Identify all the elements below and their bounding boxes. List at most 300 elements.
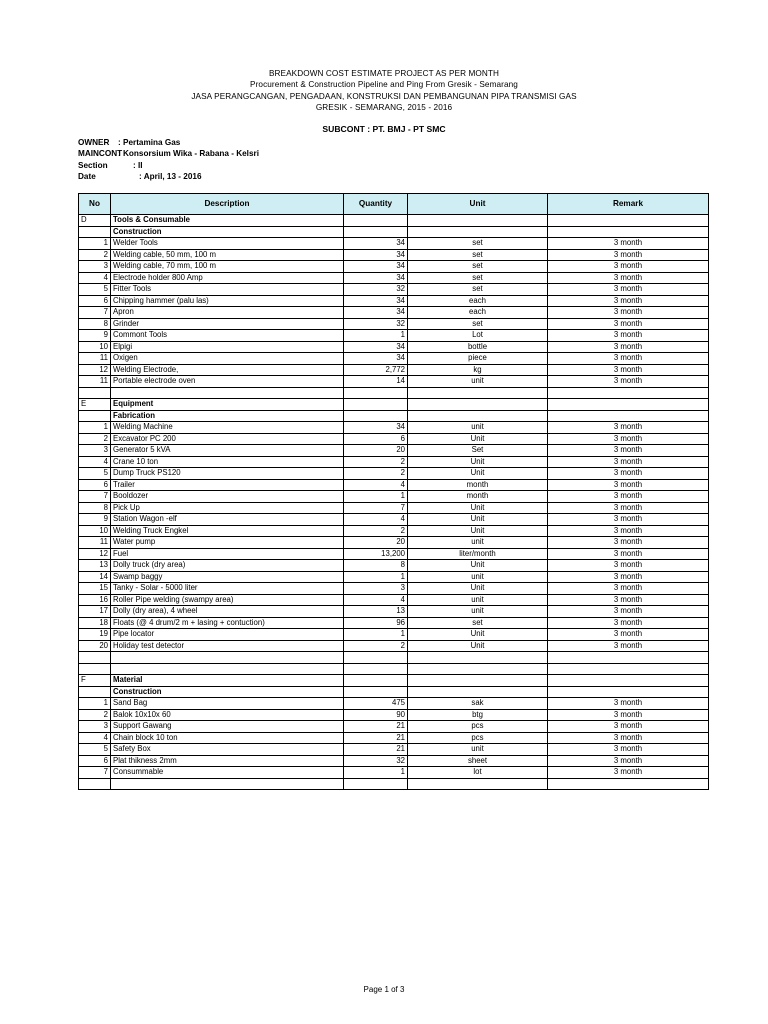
cell-unit: unit <box>408 376 548 388</box>
cell-unit: Unit <box>408 514 548 526</box>
cell-no: 11 <box>79 376 111 388</box>
cell-unit: Unit <box>408 640 548 652</box>
cell-description: Pipe locator <box>111 629 344 641</box>
table-row <box>79 640 709 652</box>
cell-unit <box>408 215 548 227</box>
cell-unit: set <box>408 617 548 629</box>
table-body <box>79 215 709 790</box>
cell-no: 12 <box>79 364 111 376</box>
cell-no: 13 <box>79 560 111 572</box>
cell-no: 14 <box>79 571 111 583</box>
cell-remark: 3 month <box>548 583 709 595</box>
table-row <box>79 537 709 549</box>
cell-unit: each <box>408 307 548 319</box>
cell-quantity: 3 <box>344 583 408 595</box>
cell-description: Dolly truck (dry area) <box>111 560 344 572</box>
cell-no: 2 <box>79 709 111 721</box>
table-row <box>79 560 709 572</box>
cell-remark: 3 month <box>548 709 709 721</box>
cell-no <box>79 778 111 790</box>
table-row <box>79 606 709 618</box>
table-row <box>79 583 709 595</box>
cell-unit: Unit <box>408 560 548 572</box>
cell-unit <box>408 410 548 422</box>
cell-remark <box>548 410 709 422</box>
cell-no: 3 <box>79 721 111 733</box>
cell-description: Holiday test detector <box>111 640 344 652</box>
cell-quantity: 2 <box>344 640 408 652</box>
cell-unit: kg <box>408 364 548 376</box>
cell-no: 7 <box>79 307 111 319</box>
cell-unit: set <box>408 261 548 273</box>
cell-no: 5 <box>79 284 111 296</box>
cell-description: Safety Box <box>111 744 344 756</box>
cell-unit: unit <box>408 594 548 606</box>
cell-no: 3 <box>79 445 111 457</box>
cell-unit: unit <box>408 571 548 583</box>
table-row <box>79 307 709 319</box>
cell-no: 20 <box>79 640 111 652</box>
cell-unit: each <box>408 295 548 307</box>
cell-description <box>111 387 344 399</box>
cell-quantity: 20 <box>344 537 408 549</box>
cell-quantity: 32 <box>344 755 408 767</box>
cell-no: 8 <box>79 502 111 514</box>
info-label: Date <box>78 172 96 182</box>
cell-remark: 3 month <box>548 525 709 537</box>
cell-unit: Set <box>408 445 548 457</box>
cell-quantity <box>344 226 408 238</box>
table-row <box>79 456 709 468</box>
table-row <box>79 732 709 744</box>
cell-remark: 3 month <box>548 491 709 503</box>
cell-description: Plat thikness 2mm <box>111 755 344 767</box>
subsection-row <box>79 686 709 698</box>
cell-description: Generator 5 kVA <box>111 445 344 457</box>
cell-description: Swamp baggy <box>111 571 344 583</box>
table-row <box>79 709 709 721</box>
cell-remark: 3 month <box>548 330 709 342</box>
cell-description: Dolly (dry area), 4 wheel <box>111 606 344 618</box>
cell-remark: 3 month <box>548 732 709 744</box>
table-row <box>79 433 709 445</box>
cell-quantity: 34 <box>344 249 408 261</box>
cell-unit: Unit <box>408 502 548 514</box>
cell-description <box>111 778 344 790</box>
table-header-row <box>79 194 709 215</box>
subsection-row <box>79 410 709 422</box>
cell-description: Tanky - Solar - 5000 liter <box>111 583 344 595</box>
cell-remark: 3 month <box>548 238 709 250</box>
blank-row <box>79 387 709 399</box>
cell-quantity: 1 <box>344 571 408 583</box>
info-label: MAINCONT <box>78 149 123 159</box>
cell-quantity <box>344 215 408 227</box>
cell-unit: btg <box>408 709 548 721</box>
cell-quantity <box>344 387 408 399</box>
table-row <box>79 272 709 284</box>
cell-description: Welding Machine <box>111 422 344 434</box>
cell-unit: bottle <box>408 341 548 353</box>
cell-remark: 3 month <box>548 445 709 457</box>
cell-description: Construction <box>111 686 344 698</box>
cell-no <box>79 387 111 399</box>
header-quantity: Quantity <box>344 194 408 215</box>
cell-quantity: 21 <box>344 721 408 733</box>
cell-no: 11 <box>79 353 111 365</box>
table-row <box>79 744 709 756</box>
table-row <box>79 249 709 261</box>
table-row <box>79 525 709 537</box>
cell-remark: 3 month <box>548 698 709 710</box>
cell-quantity: 475 <box>344 698 408 710</box>
cell-unit: Unit <box>408 583 548 595</box>
cell-remark: 3 month <box>548 594 709 606</box>
cell-description: Booldozer <box>111 491 344 503</box>
title-line-2: Procurement & Construction Pipeline and Ping From Gresik - Semarang <box>250 80 518 90</box>
section-row <box>79 399 709 411</box>
cell-remark: 3 month <box>548 755 709 767</box>
table-row <box>79 594 709 606</box>
cell-quantity: 1 <box>344 330 408 342</box>
cell-description: Station Wagon -elf <box>111 514 344 526</box>
cell-quantity: 13 <box>344 606 408 618</box>
cell-unit: month <box>408 491 548 503</box>
section-row <box>79 675 709 687</box>
cell-description: Excavator PC 200 <box>111 433 344 445</box>
cell-remark <box>548 399 709 411</box>
cell-remark <box>548 387 709 399</box>
cell-unit: month <box>408 479 548 491</box>
cell-remark <box>548 652 709 664</box>
cell-no: 10 <box>79 525 111 537</box>
cell-remark <box>548 226 709 238</box>
cell-no <box>79 652 111 664</box>
cell-description: Tools & Consumable <box>111 215 344 227</box>
cell-description: Fuel <box>111 548 344 560</box>
cell-no: 2 <box>79 433 111 445</box>
table-row <box>79 629 709 641</box>
info-value: : Pertamina Gas <box>118 138 181 147</box>
cell-quantity: 2 <box>344 456 408 468</box>
cell-no: 12 <box>79 548 111 560</box>
cell-remark: 3 month <box>548 537 709 549</box>
cell-unit: lot <box>408 767 548 779</box>
cell-quantity: 2 <box>344 468 408 480</box>
table-row <box>79 341 709 353</box>
table-row <box>79 514 709 526</box>
cell-remark: 3 month <box>548 514 709 526</box>
cell-description: Welding cable, 70 mm, 100 m <box>111 261 344 273</box>
cell-unit <box>408 686 548 698</box>
info-maincont <box>78 148 259 159</box>
cell-description: Elpigi <box>111 341 344 353</box>
cell-unit <box>408 226 548 238</box>
cell-remark: 3 month <box>548 295 709 307</box>
table-row <box>79 548 709 560</box>
cell-quantity: 1 <box>344 767 408 779</box>
cell-unit: unit <box>408 422 548 434</box>
cell-quantity: 6 <box>344 433 408 445</box>
info-date <box>78 171 202 182</box>
cell-quantity <box>344 675 408 687</box>
table-row <box>79 755 709 767</box>
cell-no: F <box>79 675 111 687</box>
table-row <box>79 238 709 250</box>
blank-row <box>79 652 709 664</box>
cell-remark: 3 month <box>548 261 709 273</box>
cell-quantity <box>344 686 408 698</box>
cell-description <box>111 652 344 664</box>
cell-quantity: 34 <box>344 295 408 307</box>
cell-quantity: 4 <box>344 514 408 526</box>
cell-unit: pcs <box>408 721 548 733</box>
cell-quantity: 8 <box>344 560 408 572</box>
cell-quantity: 4 <box>344 479 408 491</box>
table-row <box>79 295 709 307</box>
cell-unit <box>408 652 548 664</box>
cell-quantity: 90 <box>344 709 408 721</box>
cell-description: Sand Bag <box>111 698 344 710</box>
cell-no <box>79 663 111 675</box>
cell-description: Welder Tools <box>111 238 344 250</box>
cell-unit: set <box>408 318 548 330</box>
table-row <box>79 364 709 376</box>
cell-remark: 3 month <box>548 433 709 445</box>
project-info <box>78 137 259 183</box>
cell-unit <box>408 663 548 675</box>
cost-estimate-table <box>78 193 709 790</box>
table-row <box>79 617 709 629</box>
cell-quantity: 34 <box>344 272 408 284</box>
cell-no: 1 <box>79 698 111 710</box>
cell-no: 6 <box>79 755 111 767</box>
cell-unit: Unit <box>408 456 548 468</box>
cell-description: Chain block 10 ton <box>111 732 344 744</box>
header-description: Description <box>111 194 344 215</box>
info-label: Section <box>78 160 108 170</box>
cell-no: 15 <box>79 583 111 595</box>
cell-quantity: 2 <box>344 525 408 537</box>
cell-remark: 3 month <box>548 376 709 388</box>
cell-unit: liter/month <box>408 548 548 560</box>
info-value: : II <box>133 160 143 170</box>
cell-unit: set <box>408 249 548 261</box>
cell-unit <box>408 675 548 687</box>
cell-quantity: 96 <box>344 617 408 629</box>
cell-remark: 3 month <box>548 744 709 756</box>
cell-remark: 3 month <box>548 353 709 365</box>
cell-unit: Lot <box>408 330 548 342</box>
cell-no: D <box>79 215 111 227</box>
cell-no: 6 <box>79 295 111 307</box>
cell-remark: 3 month <box>548 341 709 353</box>
cell-unit <box>408 399 548 411</box>
cell-description: Welding cable, 50 mm, 100 m <box>111 249 344 261</box>
cell-remark: 3 month <box>548 571 709 583</box>
cell-no <box>79 686 111 698</box>
cell-description: Welding Electrode, <box>111 364 344 376</box>
cell-remark <box>548 686 709 698</box>
cell-no: 9 <box>79 330 111 342</box>
cell-unit: Unit <box>408 525 548 537</box>
cell-unit: Unit <box>408 468 548 480</box>
cell-description <box>111 663 344 675</box>
cell-quantity <box>344 663 408 675</box>
cell-description: Trailer <box>111 479 344 491</box>
table-row <box>79 468 709 480</box>
cell-quantity: 34 <box>344 307 408 319</box>
cell-quantity: 34 <box>344 353 408 365</box>
cell-no: 6 <box>79 479 111 491</box>
cell-remark: 3 month <box>548 364 709 376</box>
header-unit: Unit <box>408 194 548 215</box>
cell-no: 10 <box>79 341 111 353</box>
cell-unit: unit <box>408 744 548 756</box>
cell-no: 17 <box>79 606 111 618</box>
cell-quantity: 2,772 <box>344 364 408 376</box>
cell-no: 7 <box>79 767 111 779</box>
cell-no: 5 <box>79 744 111 756</box>
cell-unit: pcs <box>408 732 548 744</box>
cell-remark: 3 month <box>548 629 709 641</box>
cell-remark: 3 month <box>548 502 709 514</box>
title-line-4: GRESIK - SEMARANG, 2015 - 2016 <box>315 103 453 113</box>
cell-quantity: 34 <box>344 422 408 434</box>
header-no: No <box>79 194 111 215</box>
cell-unit: unit <box>408 537 548 549</box>
cell-remark: 3 month <box>548 318 709 330</box>
table-row <box>79 767 709 779</box>
table-row <box>79 721 709 733</box>
cell-unit: unit <box>408 606 548 618</box>
info-value: : Konsorsium Wika - Rabana - Kelsri <box>118 149 259 159</box>
table-row <box>79 330 709 342</box>
cell-unit <box>408 387 548 399</box>
cell-remark <box>548 663 709 675</box>
cell-unit: set <box>408 272 548 284</box>
table-row <box>79 422 709 434</box>
table-row <box>79 318 709 330</box>
cell-no: 3 <box>79 261 111 273</box>
cell-description: Dump Truck PS120 <box>111 468 344 480</box>
cell-remark <box>548 778 709 790</box>
document-title-block <box>0 68 768 114</box>
cell-no: 18 <box>79 617 111 629</box>
cell-quantity: 21 <box>344 744 408 756</box>
cell-quantity: 20 <box>344 445 408 457</box>
cell-no: 1 <box>79 238 111 250</box>
table-row <box>79 698 709 710</box>
cell-remark: 3 month <box>548 617 709 629</box>
cell-description: Fabrication <box>111 410 344 422</box>
cell-remark <box>548 215 709 227</box>
cell-description: Balok 10x10x 60 <box>111 709 344 721</box>
cell-description: Roller Pipe welding (swampy area) <box>111 594 344 606</box>
cell-quantity: 14 <box>344 376 408 388</box>
info-value: : April, 13 - 2016 <box>139 172 202 182</box>
cell-no: 9 <box>79 514 111 526</box>
blank-row <box>79 778 709 790</box>
cell-no: 1 <box>79 422 111 434</box>
table-row <box>79 445 709 457</box>
cell-description: Floats (@ 4 drum/2 m + lasing + contuction) <box>111 617 344 629</box>
cell-quantity: 32 <box>344 318 408 330</box>
table-row <box>79 571 709 583</box>
cell-quantity: 34 <box>344 341 408 353</box>
cell-unit: Unit <box>408 629 548 641</box>
title-line-1: BREAKDOWN COST ESTIMATE PROJECT AS PER MONTH <box>268 69 500 78</box>
blank-row <box>79 663 709 675</box>
cell-quantity: 4 <box>344 594 408 606</box>
cell-remark: 3 month <box>548 456 709 468</box>
cell-description: Consummable <box>111 767 344 779</box>
cell-description: Material <box>111 675 344 687</box>
cell-description: Equipment <box>111 399 344 411</box>
cell-remark <box>548 675 709 687</box>
cell-no: 19 <box>79 629 111 641</box>
info-section <box>78 160 143 171</box>
cell-no: 7 <box>79 491 111 503</box>
cell-remark: 3 month <box>548 422 709 434</box>
cell-unit <box>408 778 548 790</box>
cell-remark: 3 month <box>548 606 709 618</box>
table-row <box>79 376 709 388</box>
cell-description: Electrode holder 800 Amp <box>111 272 344 284</box>
cell-unit: Unit <box>408 433 548 445</box>
cell-description: Commont Tools <box>111 330 344 342</box>
section-row <box>79 215 709 227</box>
subcontractor-title: SUBCONT : PT. BMJ - PT SMC <box>322 124 446 134</box>
table-row <box>79 479 709 491</box>
cell-quantity: 1 <box>344 629 408 641</box>
cell-description: Welding Truck Engkel <box>111 525 344 537</box>
table-row <box>79 261 709 273</box>
cell-unit: set <box>408 238 548 250</box>
page-number: Page 1 of 3 <box>363 985 405 994</box>
cell-no: 16 <box>79 594 111 606</box>
cell-quantity: 1 <box>344 491 408 503</box>
info-owner <box>78 137 181 148</box>
cell-no <box>79 226 111 238</box>
cell-description: Pick Up <box>111 502 344 514</box>
cell-no <box>79 410 111 422</box>
cell-quantity <box>344 778 408 790</box>
title-line-3: JASA PERANGCANGAN, PENGADAAN, KONSTRUKSI DAN PEMBANGUNAN PIPA TRANSMISI GAS <box>191 91 577 101</box>
cell-remark: 3 month <box>548 479 709 491</box>
cell-description: Crane 10 ton <box>111 456 344 468</box>
cell-description: Apron <box>111 307 344 319</box>
info-label: OWNER <box>78 138 110 147</box>
cell-no: E <box>79 399 111 411</box>
cell-no: 11 <box>79 537 111 549</box>
cell-remark: 3 month <box>548 767 709 779</box>
cell-remark: 3 month <box>548 307 709 319</box>
cell-no: 4 <box>79 732 111 744</box>
cell-unit: sheet <box>408 755 548 767</box>
cell-no: 8 <box>79 318 111 330</box>
cell-unit: set <box>408 284 548 296</box>
cell-description: Oxigen <box>111 353 344 365</box>
cell-quantity: 21 <box>344 732 408 744</box>
subsection-row <box>79 226 709 238</box>
cell-no: 2 <box>79 249 111 261</box>
cell-unit: sak <box>408 698 548 710</box>
table-row <box>79 491 709 503</box>
cell-quantity: 32 <box>344 284 408 296</box>
cell-quantity: 34 <box>344 238 408 250</box>
cell-remark: 3 month <box>548 640 709 652</box>
